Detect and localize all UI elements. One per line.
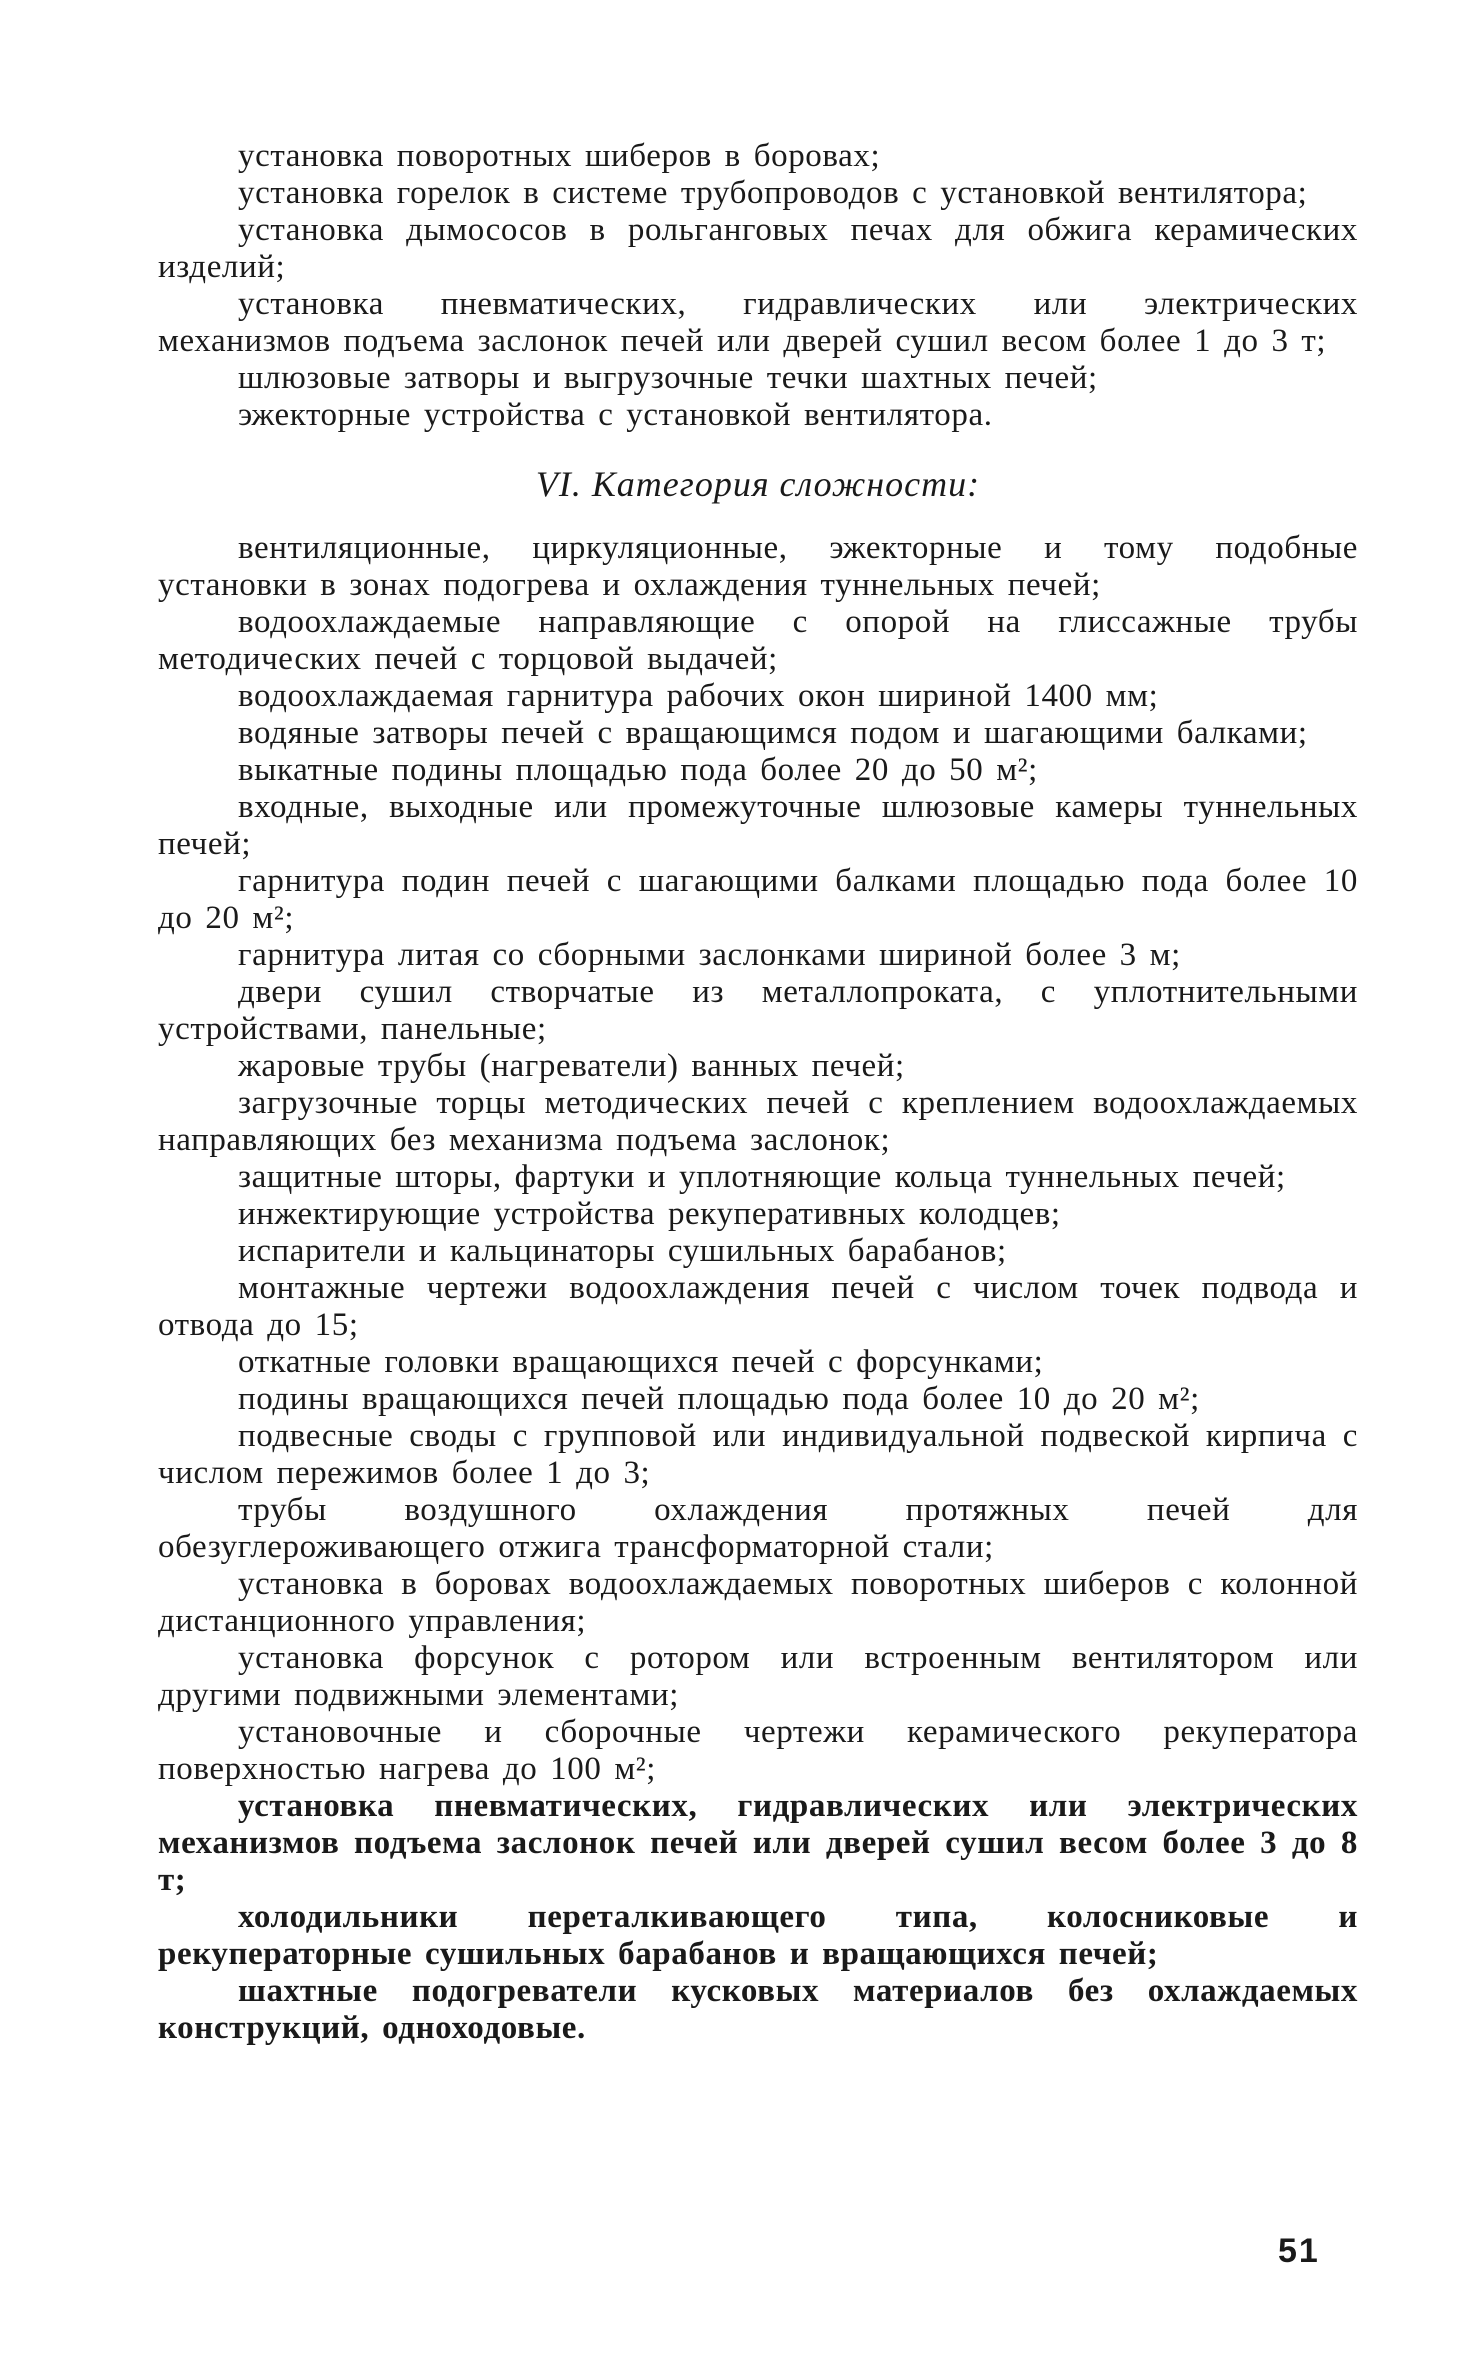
list-item: загрузочные торцы методических печей с креплением водоохлаждаемых направляющих без механизма подъема заслонок; [158,1085,1358,1158]
list-item: откатные головки вращающихся печей с форсунками; [238,1344,1044,1380]
list-item: установка форсунок с ротором или встроенным вентилятором или другими подвижными элементами; [158,1640,1358,1713]
list-item: установка дымососов в рольганговых печах для обжига керамических изделий; [158,212,1358,285]
list-item: подины вращающихся печей площадью пода более 10 до 20 м²; [238,1381,1200,1417]
list-item: гарнитура подин печей с шагающими балками площадью пода более 10 до 20 м²; [158,863,1358,936]
list-item: двери сушил створчатые из металлопроката, с уплотнительными устройствами, панельные; [158,974,1358,1047]
list-item: гарнитура литая со сборными заслонками шириной более 3 м; [238,937,1181,973]
list-item: испарители и кальцинаторы сушильных барабанов; [238,1233,1007,1269]
list-item: установочные и сборочные чертежи керамического рекуператора поверхностью нагрева до 100 м²; [158,1714,1358,1787]
list-item: установка пневматических, гидравлических или электрических механизмов подъема заслонок печей или дверей сушил весом более 3 до 8 т; [158,1788,1358,1898]
list-item: шахтные подогреватели кусковых материалов без охлаждаемых конструкций, одноходовые. [158,1973,1358,2046]
list-item: установка в боровах водоохлаждаемых поворотных шиберов с колонной дистанционного управления; [158,1566,1358,1639]
list-item: жаровые трубы (нагреватели) ванных печей; [238,1048,905,1084]
list-item: шлюзовые затворы и выгрузочные течки шахтных печей; [238,360,1098,396]
list-item: трубы воздушного охлаждения протяжных печей для обезуглероживающего отжига трансформаторной стали; [158,1492,1358,1565]
list-item: инжектирующие устройства рекуперативных колодцев; [238,1196,1061,1232]
list-item: подвесные своды с групповой или индивидуальной подвеской кирпича с числом пережимов более 1 до 3; [158,1418,1358,1491]
section-heading: VI. Категория сложности: [535,464,981,504]
list-item: установка пневматических, гидравлических или электрических механизмов подъема заслонок печей или дверей сушил весом более 1 до 3 т; [158,286,1358,359]
list-item: установка горелок в системе трубопроводов с установкой вентилятора; [238,175,1308,211]
document-body [158,138,1358,2047]
list-item: холодильники переталкивающего типа, колосниковые и рекуператорные сушильных барабанов и вращающихся печей; [158,1899,1358,1972]
list-item: водяные затворы печей с вращающимся подом и шагающими балками; [238,715,1308,751]
list-item: эжекторные устройства с установкой вентилятора. [238,397,993,433]
page-number: 51 [1278,2232,1320,2270]
list-item: вентиляционные, циркуляционные, эжекторные и тому подобные установки в зонах подогрева и охлаждения туннельных печей; [158,530,1358,603]
list-item: входные, выходные или промежуточные шлюзовые камеры туннельных печей; [158,789,1358,862]
list-item: установка поворотных шиберов в боровах; [238,138,881,174]
list-item: выкатные подины площадью пода более 20 до 50 м²; [238,752,1038,788]
list-item: водоохлаждаемые направляющие с опорой на глиссажные трубы методических печей с торцовой выдачей; [158,604,1358,677]
intro-list [158,138,1358,434]
list-item: защитные шторы, фартуки и уплотняющие кольца туннельных печей; [238,1159,1286,1195]
category-vi-list [158,530,1358,2047]
list-item: монтажные чертежи водоохлаждения печей с числом точек подвода и отвода до 15; [158,1270,1358,1343]
list-item: водоохлаждаемая гарнитура рабочих окон шириной 1400 мм; [238,678,1159,714]
